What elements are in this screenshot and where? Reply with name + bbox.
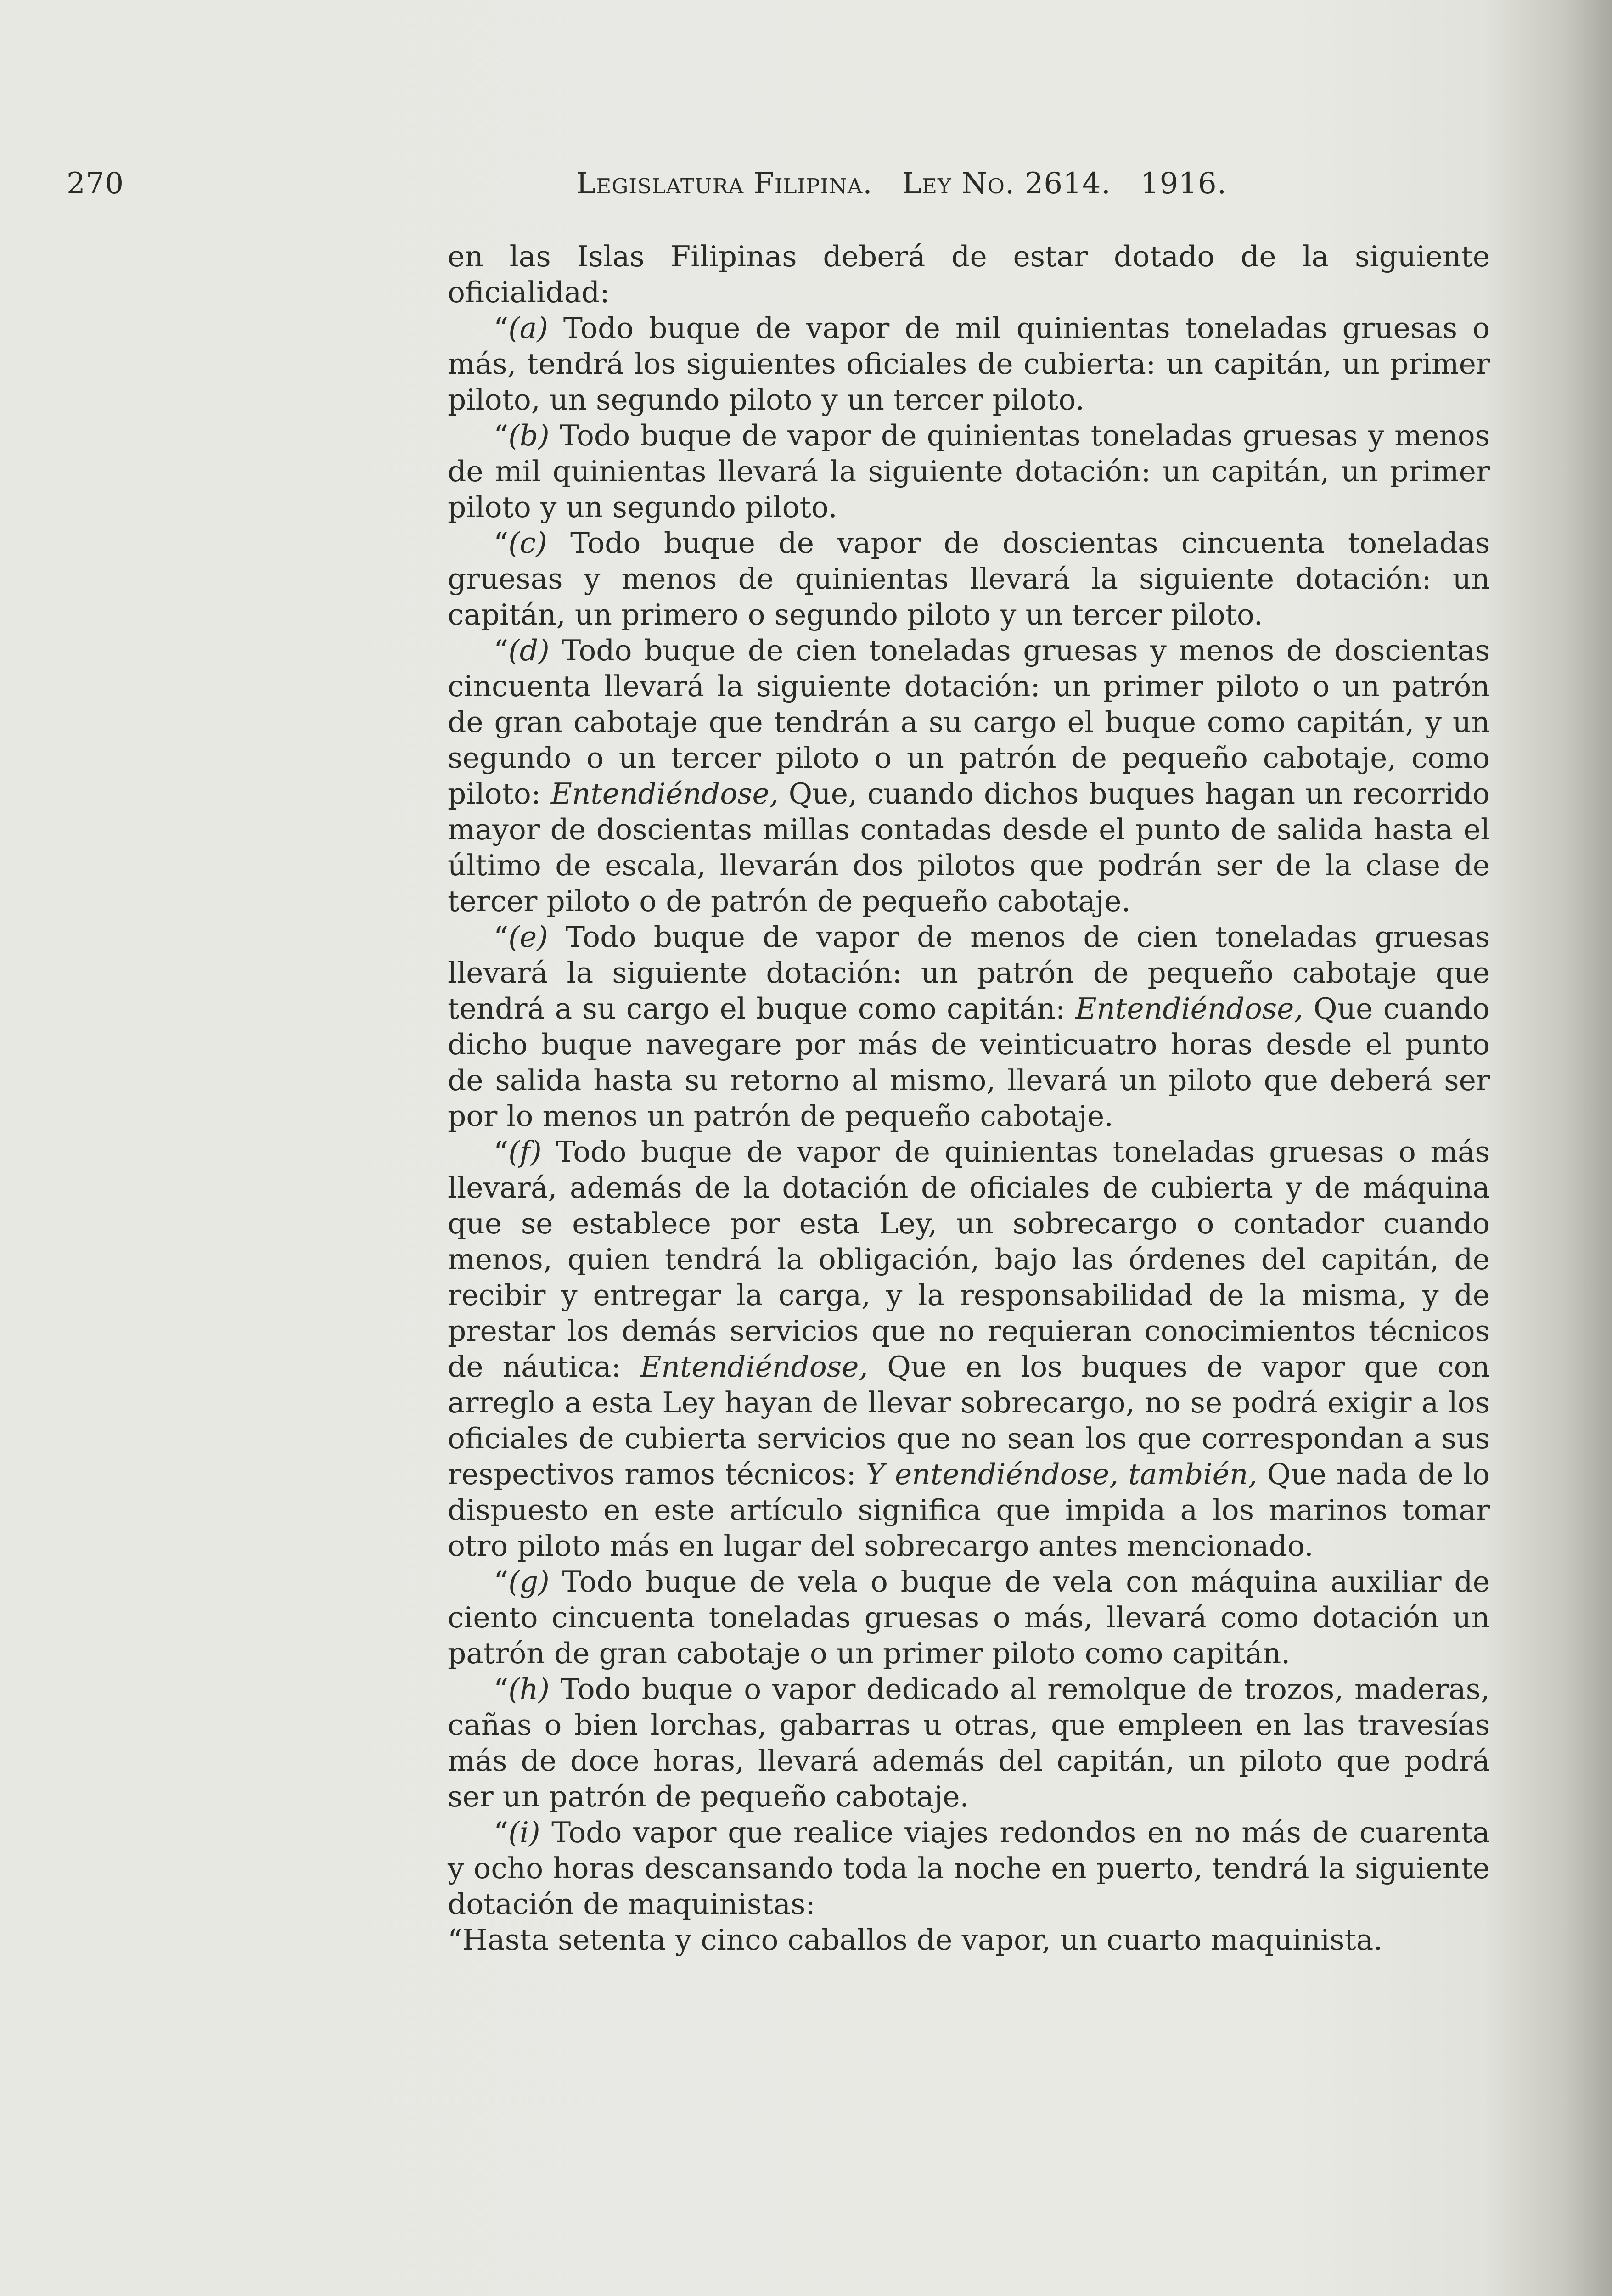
paragraph-text: Todo vapor que realice viajes redondos en no más de cuarenta y ocho horas descansando toda la noche en puerto, tendrá la siguiente dotación de maquinistas:: [448, 1816, 1490, 1921]
paragraph-text: Todo buque de vapor de quinientas toneladas gruesas o más llevará, además de la dotación de oficiales de cubierta y de máquina que se establece por esta Ley, un sobrecargo o contador cuando menos, quien tendrá la obligación, bajo las órdenes del capitán, de recibir y entregar la carga, y la responsabilidad de la misma, y de prestar los demás servicios que no requieran conocimientos técnicos de náutica:: [448, 1135, 1490, 1384]
paragraph-clause-h: [448, 1671, 1490, 1815]
clause-label: (e): [508, 920, 548, 954]
paragraph-text: “Hasta setenta y cinco caballos de vapor, un cuarto maquinista.: [448, 1923, 1383, 1957]
italic-term: Entendiéndose,: [640, 1350, 868, 1384]
clause-label: (g): [508, 1565, 550, 1598]
open-quote: “: [494, 1565, 509, 1598]
open-quote: “: [494, 920, 509, 954]
open-quote: “: [494, 311, 509, 345]
clause-label: (h): [508, 1672, 550, 1706]
paragraph-clause-a: [448, 310, 1490, 418]
paragraph-intro: [448, 239, 1490, 310]
running-title: Legislatura Filipina. Ley No. 2614. 1916.: [576, 167, 1227, 201]
clause-label: (d): [508, 634, 550, 667]
paragraph-clause-c: [448, 525, 1490, 633]
open-quote: “: [494, 526, 509, 560]
paragraph-clause-g: [448, 1564, 1490, 1671]
paragraph-text: Todo buque o vapor dedicado al remolque de trozos, maderas, cañas o bien lorchas, gabarras u otras, que empleen en las travesías más de doce horas, llevará además del capitán, un piloto que podrá ser un patrón de pequeño cabotaje.: [448, 1672, 1490, 1813]
clause-label: (c): [508, 526, 547, 560]
paragraph-text: Todo buque de vapor de mil quinientas toneladas gruesas o más, tendrá los siguientes oficiales de cubierta: un capitán, un primer piloto, un segundo piloto y un tercer piloto.: [448, 311, 1490, 416]
paragraph-clause-d: [448, 633, 1490, 919]
clause-label: (f): [508, 1135, 542, 1169]
clause-label: (a): [508, 311, 548, 345]
paragraph-text: en las Islas Filipinas deberá de estar dotado de la siguiente oficialidad:: [448, 240, 1490, 309]
open-quote: “: [494, 1672, 509, 1706]
paragraph-text-after: Que en los buques de vapor que con arreglo a esta Ley hayan de llevar sobrecargo, no se podrá exigir a los oficiales de cubierta servicios que no sean los que correspondan a sus respectivos ramos técnicos:: [448, 1350, 1490, 1491]
body-text: [448, 239, 1490, 1958]
paragraph-engineers: [448, 1922, 1490, 1958]
italic-term: Entendiéndose,: [1075, 992, 1303, 1025]
paragraph-clause-b: [448, 418, 1490, 525]
paragraph-clause-f: [448, 1134, 1490, 1564]
open-quote: “: [494, 634, 509, 667]
page-header: [67, 161, 1393, 207]
paragraph-text: Todo buque de cien toneladas gruesas y menos de doscientas cincuenta llevará la siguiente dotación: un primer piloto o un patrón de gran cabotaje que tendrán a su cargo el buque como capitán, y un segundo o un tercer piloto o un patrón de pequeño cabotaje, como piloto:: [448, 634, 1490, 810]
italic-term-2: Y entendiéndose, también,: [865, 1458, 1258, 1491]
paragraph-text-after: Que cuando dicho buque navegare por más de veinticuatro horas desde el punto de salida hasta su retorno al mismo, llevará un piloto que deberá ser por lo menos un patrón de pequeño cabotaje.: [448, 992, 1490, 1133]
italic-term: Entendiéndose,: [550, 777, 779, 810]
paragraph-text-after: Que, cuando dichos buques hagan un recorrido mayor de doscientas millas contadas desde el punto de salida hasta el último de escala, llevarán dos pilotos que podrán ser de la clase de tercer piloto o de patrón de pequeño cabotaje.: [448, 777, 1490, 918]
paragraph-clause-e: [448, 919, 1490, 1134]
paragraph-clause-i: [448, 1815, 1490, 1922]
clause-label: (i): [508, 1816, 540, 1849]
open-quote: “: [494, 1135, 509, 1169]
clause-label: (b): [508, 419, 550, 452]
paragraph-text: Todo buque de vapor de menos de cien toneladas gruesas llevará la siguiente dotación: un patrón de pequeño cabotaje que tendrá a su cargo el buque como capitán:: [448, 920, 1490, 1025]
page-number: 270: [67, 167, 124, 201]
paragraph-text-after-2: Que nada de lo dispuesto en este artículo significa que impida a los marinos tomar otro piloto más en lugar del sobrecargo antes mencionado.: [448, 1458, 1490, 1563]
open-quote: “: [494, 419, 509, 452]
open-quote: “: [494, 1816, 509, 1849]
paragraph-text: Todo buque de vapor de doscientas cincuenta toneladas gruesas y menos de quinientas llevará la siguiente dotación: un capitán, un primero o segundo piloto y un tercer piloto.: [448, 526, 1490, 631]
paragraph-text: Todo buque de vela o buque de vela con máquina auxiliar de ciento cincuenta toneladas gruesas o más, llevará como dotación un patrón de gran cabotaje o un primer piloto como capitán.: [448, 1565, 1490, 1670]
paragraph-text: Todo buque de vapor de quinientas toneladas gruesas y menos de mil quinientas llevará la siguiente dotación: un capitán, un primer piloto y un segundo piloto.: [448, 419, 1490, 524]
